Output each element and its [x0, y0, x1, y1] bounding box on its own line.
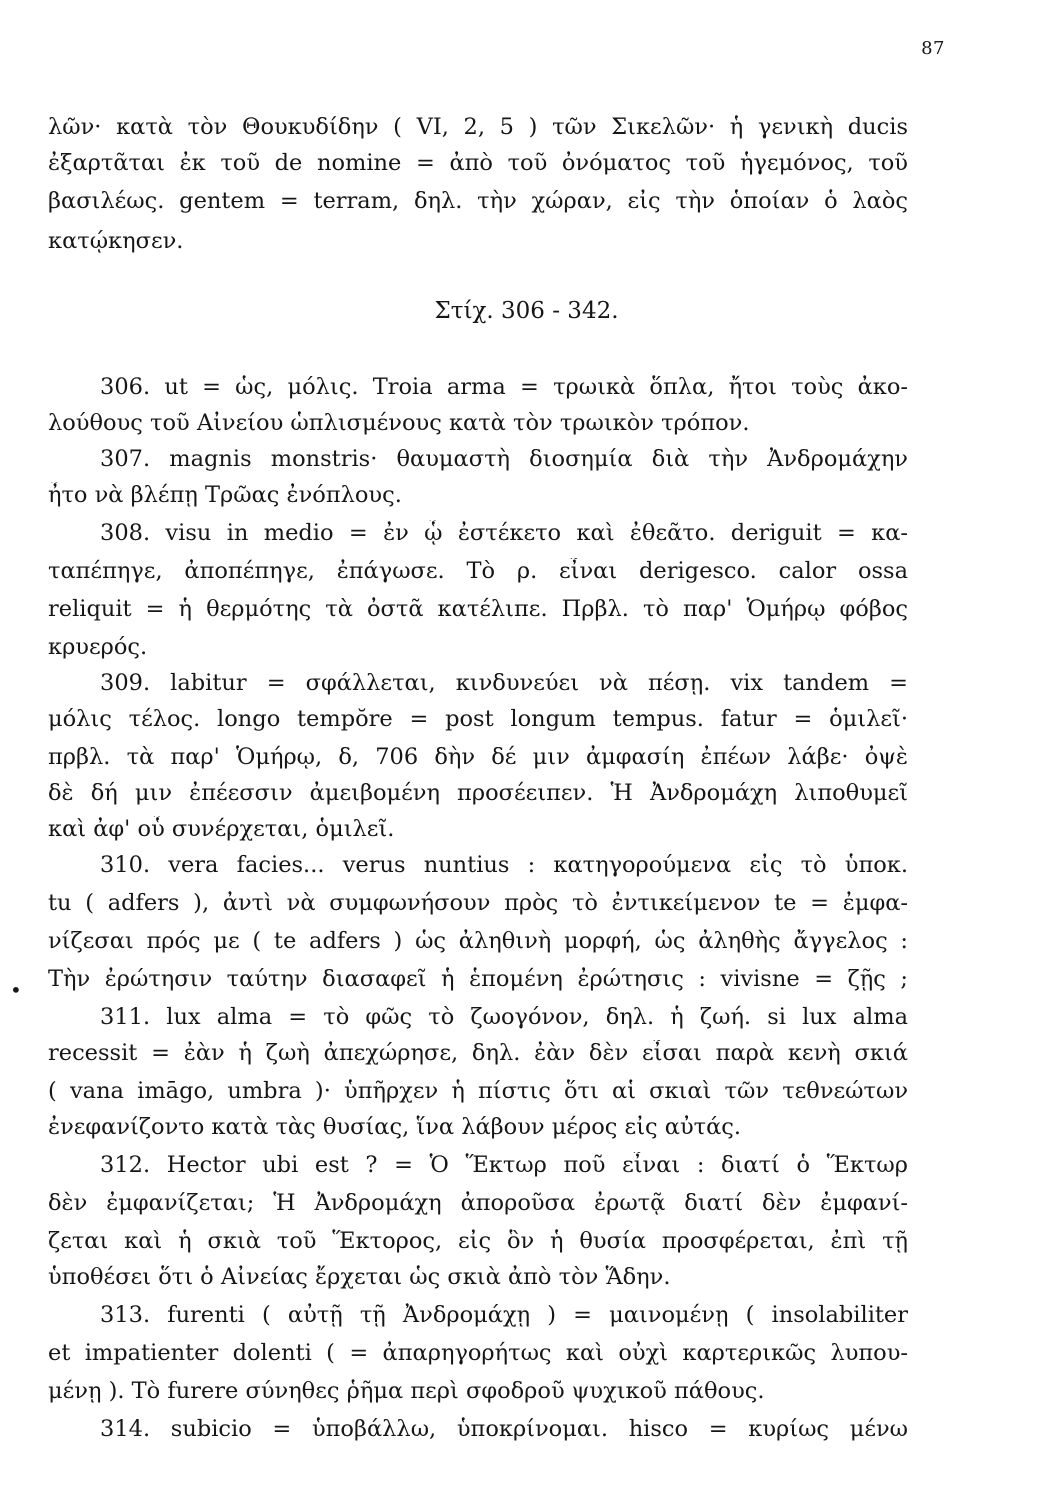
text-line: κρυερός. [48, 634, 148, 660]
text-line: δὲν ἐμφανίζεται; Ἡ Ἀνδρομάχη ἀποροῦσα ἐρωτᾷ διατί δὲν ἐμφανί- [48, 1190, 908, 1216]
text-line: 307. magnis monstris· θαυμαστὴ διοσημία διὰ τὴν Ἀνδρομάχην [100, 446, 908, 472]
text-line: 309. labitur = σφάλλεται, κινδυνεύει νὰ πέσῃ. vix tandem = [100, 670, 908, 696]
text-line: πρβλ. τὰ παρ' Ὁμήρῳ, δ, 706 δὴν δέ μιν ἀμφασίη ἐπέων λάβε· ὀψὲ [48, 744, 908, 770]
margin-dot-icon: • [10, 978, 22, 1002]
text-line: 310. vera facies... verus nuntius : κατηγορούμενα εἰς τὸ ὑποκ. [100, 852, 908, 878]
text-line: λῶν· κατὰ τὸν Θουκυδίδην ( VI, 2, 5 ) τῶν Σικελῶν· ἡ γενικὴ ducis [48, 114, 908, 140]
text-line: ἐξαρτᾶται ἐκ τοῦ de nomine = ἀπὸ τοῦ ὀνόματος τοῦ ἡγεμόνος, τοῦ [48, 150, 908, 176]
text-line: κατῴκησεν. [48, 228, 184, 254]
text-line: νίζεσαι πρός με ( te adfers ) ὡς ἀληθινὴ μορφή, ὡς ἀληθὴς ἄγγελος : [48, 928, 908, 954]
text-line: 306. ut = ὡς, μόλις. Troia arma = τρωικὰ ὅπλα, ἤτοι τοὺς ἀκο- [100, 374, 908, 400]
text-line: 311. lux alma = τὸ φῶς τὸ ζωογόνον, δηλ. ἡ ζωή. si lux alma [100, 1004, 908, 1030]
text-line: 312. Hector ubi est ? = Ὁ Ἕκτωρ ποῦ εἶναι : διατί ὁ Ἕκτωρ [100, 1152, 908, 1178]
text-line: reliquit = ἡ θερμότης τὰ ὀστᾶ κατέλιπε. Πρβλ. τὸ παρ' Ὁμήρῳ φόβος [48, 596, 908, 622]
text-line: 314. subicio = ὑποβάλλω, ὑποκρίνομαι. hisco = κυρίως μένω [100, 1416, 908, 1442]
text-line: ζεται καὶ ἡ σκιὰ τοῦ Ἕκτορος, εἰς ὃν ἡ θυσία προσφέρεται, ἐπὶ τῇ [48, 1228, 908, 1254]
text-line: ὑποθέσει ὅτι ὁ Αἰνείας ἔρχεται ὡς σκιὰ ἀπὸ τὸν Ἅδην. [48, 1264, 671, 1290]
text-line: καὶ ἀφ' οὗ συνέρχεται, ὁμιλεῖ. [48, 816, 395, 842]
text-line: Τὴν ἐρώτησιν ταύτην διασαφεῖ ἡ ἑπομένη ἐρώτησις : vivisne = ζῇς ; [48, 966, 908, 992]
text-line: 308. visu in medio = ἐν ᾧ ἐστέκετο καὶ ἐθεᾶτο. deriguit = κα- [100, 520, 908, 546]
text-line: ἦτο νὰ βλέπῃ Τρῶας ἐνόπλους. [48, 482, 402, 508]
text-line: ἐνεφανίζοντο κατὰ τὰς θυσίας, ἵνα λάβουν μέρος εἰς αὐτάς. [48, 1114, 742, 1140]
text-line: μόλις τέλος. longo tempŏre = post longum tempus. fatur = ὁμιλεῖ· [48, 706, 908, 732]
section-heading: Στίχ. 306 - 342. [434, 298, 619, 324]
text-line: λούθους τοῦ Αἰνείου ὡπλισμένους κατὰ τὸν τρωικὸν τρόπον. [48, 410, 750, 436]
text-line: βασιλέως. gentem = terram, δηλ. τὴν χώραν, εἰς τὴν ὁποίαν ὁ λαὸς [48, 188, 908, 214]
text-line: ( vana imāgo, umbra )· ὑπῆρχεν ἡ πίστις ὅτι αἱ σκιαὶ τῶν τεθνεώτων [48, 1078, 908, 1104]
text-line: μένῃ ). Τὸ furere σύνηθες ῥῆμα περὶ σφοδροῦ ψυχικοῦ πάθους. [48, 1378, 765, 1404]
text-line: recessit = ἐὰν ἡ ζωὴ ἀπεχώρησε, δηλ. ἐὰν δὲν εἶσαι παρὰ κενὴ σκιά [48, 1040, 908, 1066]
text-line: et impatienter dolenti ( = ἀπαρηγορήτως καὶ οὐχὶ καρτερικῶς λυπου- [48, 1340, 908, 1366]
text-line: δὲ δή μιν ἐπέεσσιν ἀμειβομένη προσέειπεν. Ἡ Ἀνδρομάχη λιποθυμεῖ [48, 780, 908, 806]
text-line: 313. furenti ( αὐτῇ τῇ Ἀνδρομάχῃ ) = μαινομένῃ ( insolabiliter [100, 1302, 908, 1328]
text-line: ταπέπηγε, ἀποπέπηγε, ἐπάγωσε. Τὸ ρ. εἶναι derigesco. calor ossa [48, 558, 908, 584]
text-line: tu ( adfers ), ἀντὶ νὰ συμφωνήσουν πρὸς τὸ ἐντικείμενον te = ἐμφα- [48, 890, 908, 916]
page-number: 87 [921, 38, 945, 59]
